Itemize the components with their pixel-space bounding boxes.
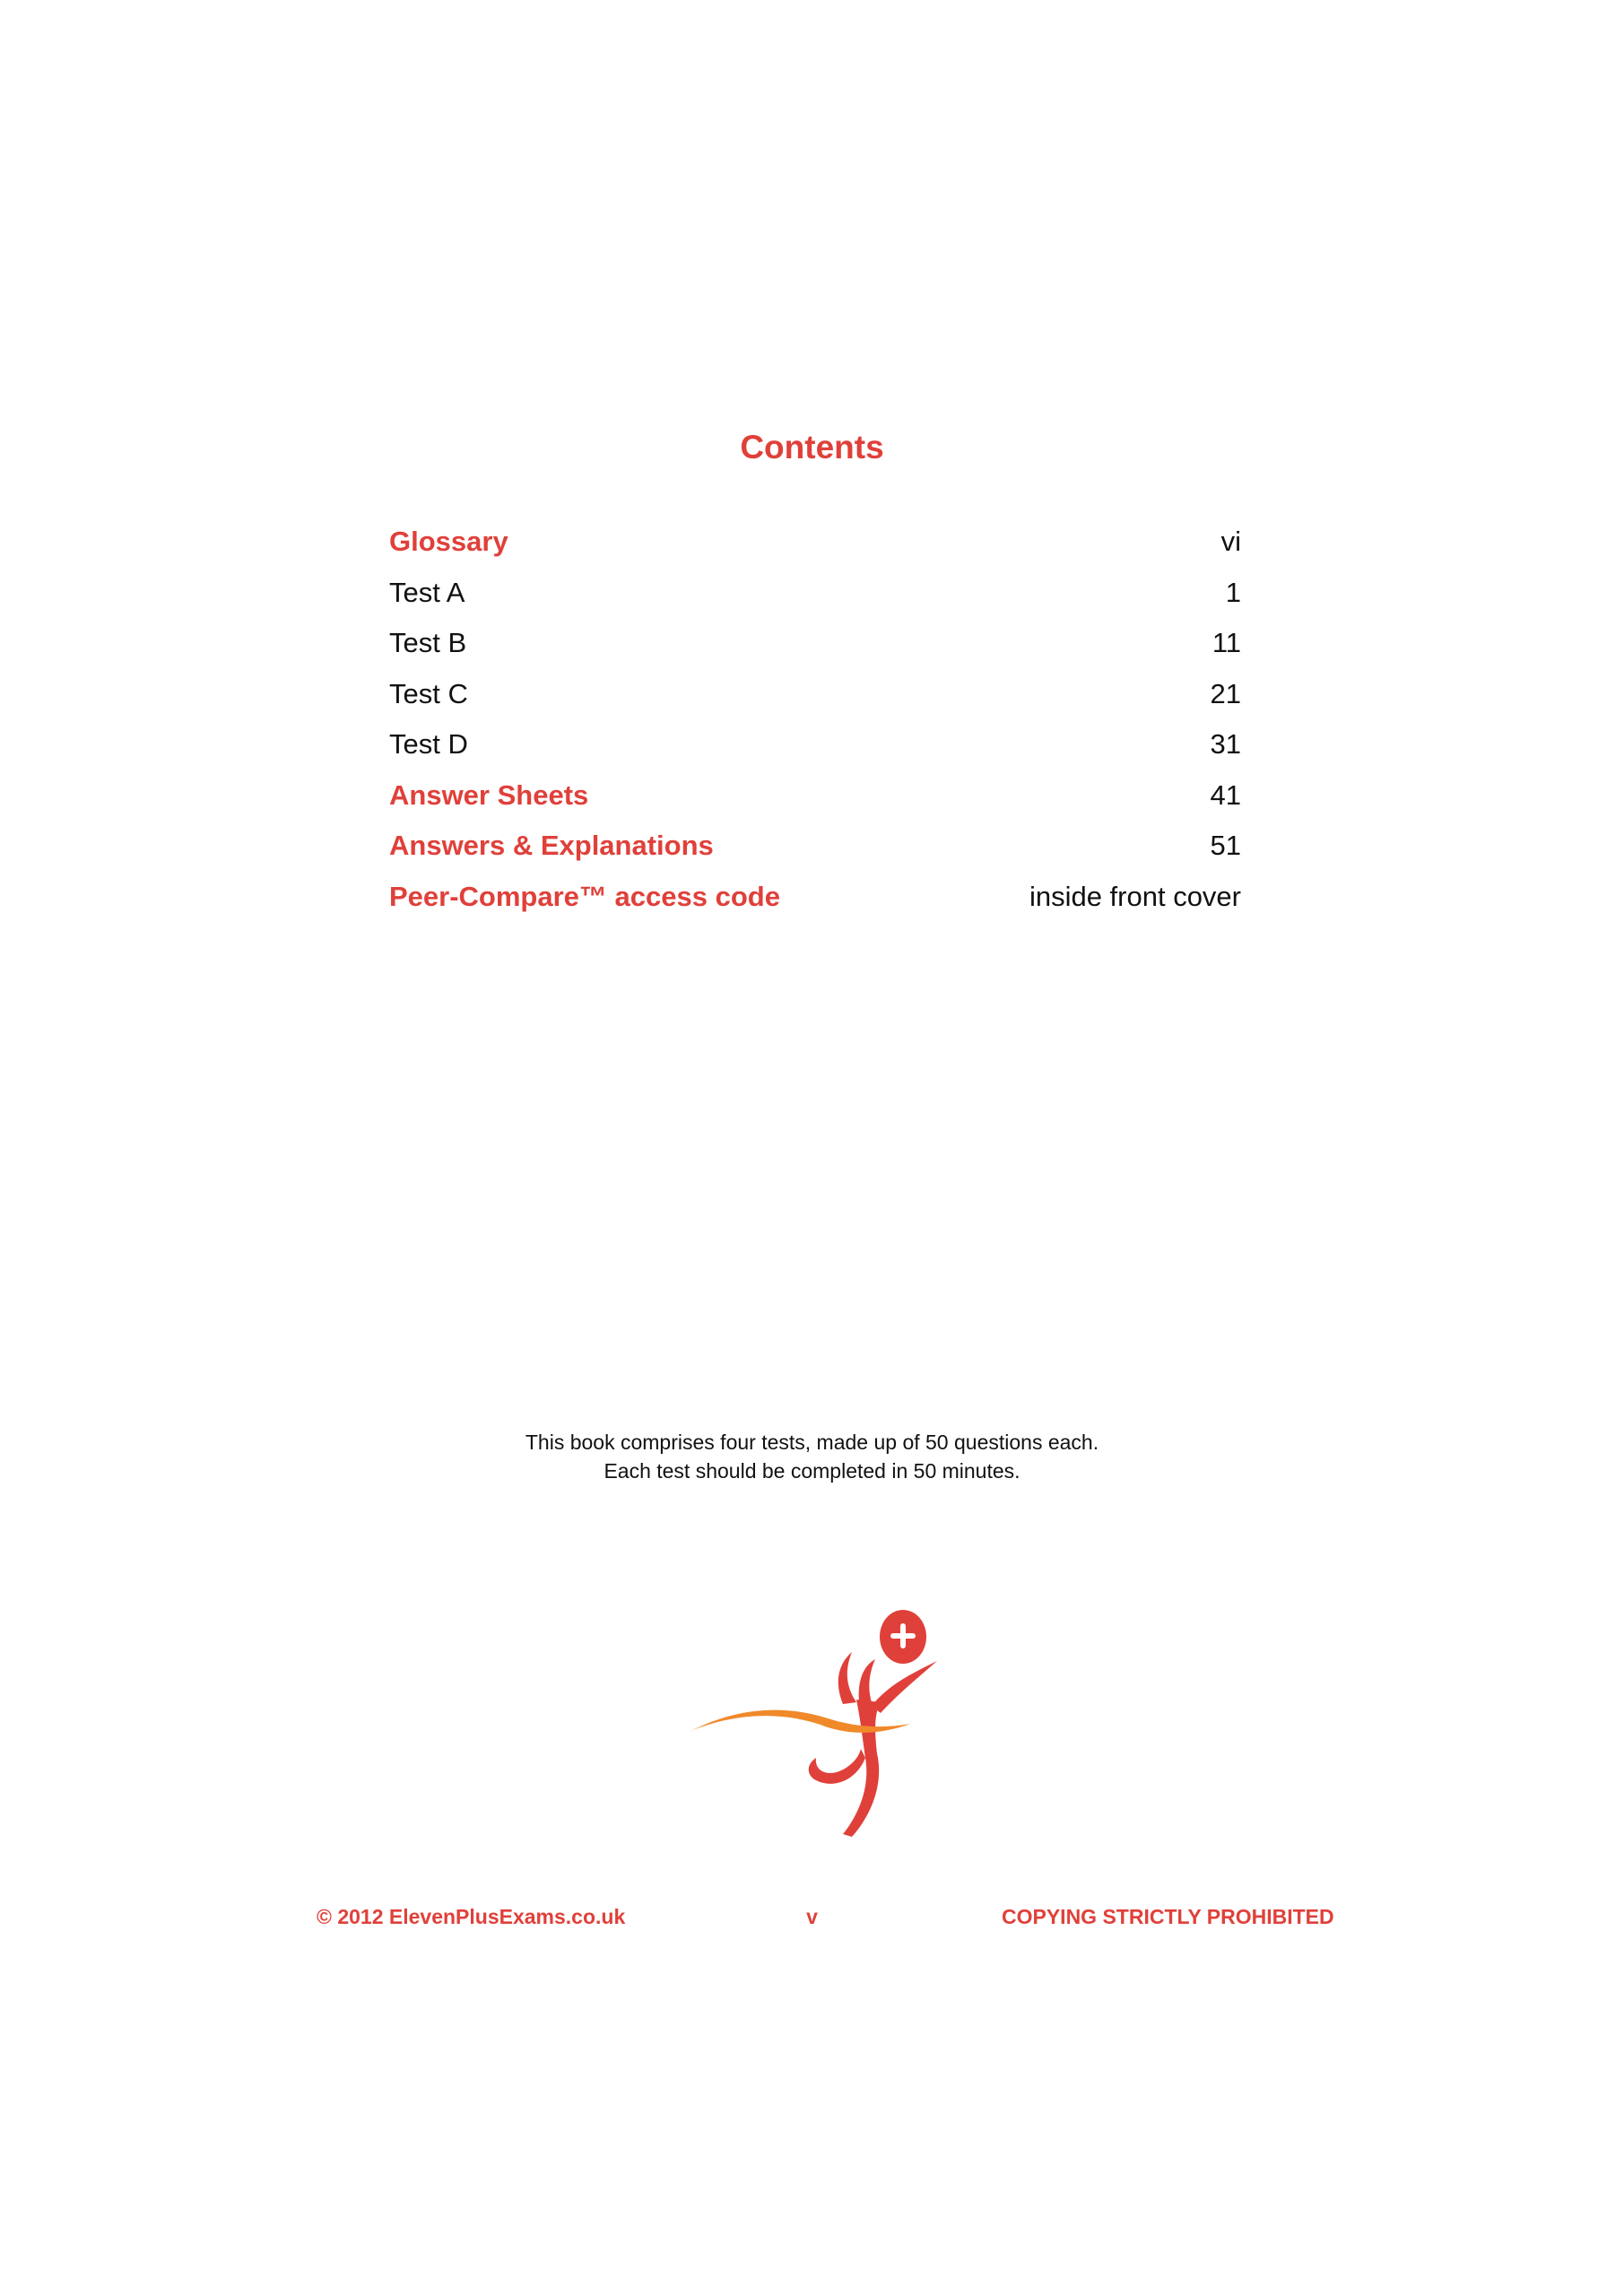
runner-logo-icon — [682, 1596, 951, 1848]
toc-entry-label: Test D — [389, 728, 468, 760]
toc-entry-page: 21 — [1210, 677, 1241, 709]
toc-entry-label: Glossary — [389, 526, 508, 557]
test-info-line-2: Each test should be completed in 50 minutes. — [604, 1459, 1020, 1483]
toc-entry-page: 11 — [1211, 627, 1241, 658]
footer-page-number: v — [806, 1905, 818, 1928]
toc-entry-page: 31 — [1210, 728, 1241, 760]
footer-notice: COPYING STRICTLY PROHIBITED — [1002, 1905, 1334, 1928]
toc-entry — [389, 577, 1241, 628]
toc-entry — [389, 881, 1241, 932]
toc-entry-label: Test C — [389, 677, 468, 709]
toc-entry-page: 51 — [1210, 830, 1241, 861]
toc-entry-label: Test B — [389, 627, 467, 658]
toc-entry-page: 41 — [1210, 778, 1241, 811]
test-info-note — [0, 1428, 1624, 1485]
toc-entry-label: Answer Sheets — [389, 778, 589, 811]
toc-entry-page: inside front cover — [1029, 880, 1241, 912]
table-of-contents — [389, 526, 1241, 931]
footer-copyright: © 2012 ElevenPlusExams.co.uk — [317, 1905, 626, 1928]
toc-entry-label: Peer-Compare™ access code — [389, 880, 780, 912]
toc-entry — [389, 627, 1241, 678]
toc-entry-label: Test A — [389, 576, 465, 608]
toc-entry-page: 1 — [1225, 576, 1241, 608]
test-info-line-1: This book comprises four tests, made up of 50 questions each. — [525, 1431, 1099, 1454]
contents-title: Contents — [740, 429, 884, 465]
toc-entry — [389, 678, 1241, 729]
toc-entry-page: vi — [1220, 526, 1241, 557]
toc-entry-label: Answers & Explanations — [389, 830, 714, 861]
toc-entry — [389, 830, 1241, 881]
toc-entry — [389, 779, 1241, 831]
toc-entry — [389, 526, 1241, 577]
toc-entry — [389, 728, 1241, 779]
